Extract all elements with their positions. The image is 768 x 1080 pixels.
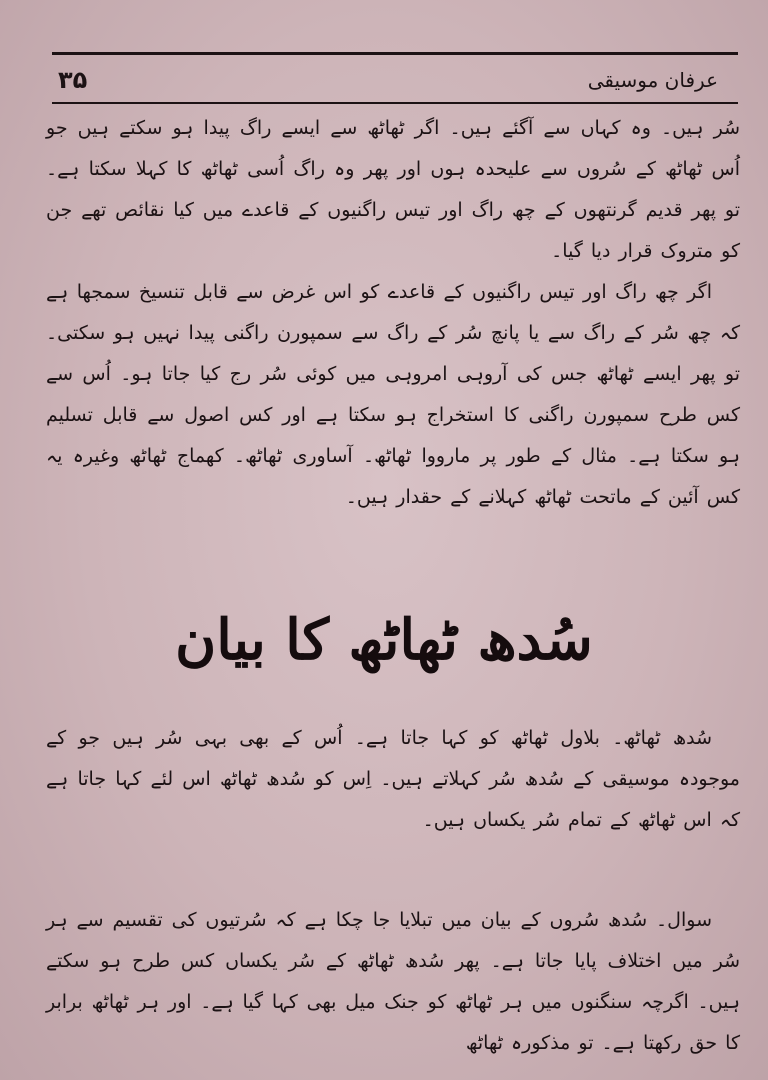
paragraph: سُر ہیں۔ وہ کہاں سے آگئے ہیں۔ اگر ٹھاٹھ سے ایسے راگ پیدا ہو سکتے ہیں جو اُس ٹھاٹھ کے سُروں سے علیحدہ ہوں اور پھر وہ راگ اُسی ٹھاٹھ کا کہلا سکتا ہے۔ تو پھر قدیم گرنتھوں کے چھ راگ اور تیس راگنیوں کے قاعدے میں کیا نقائص تھے جن کو متروک قرار دیا گیا۔ — [46, 117, 740, 262]
top-rule — [52, 52, 738, 55]
paragraph: اگر چھ راگ اور تیس راگنیوں کے قاعدے کو اس غرض سے قابل تنسیخ سمجھا ہے کہ چھ سُر کے راگ سے یا پانچ سُر کے راگ سے سمپورن راگنی پیدا نہیں ہو سکتی۔ تو پھر ایسے ٹھاٹھ جس کی آروہی امروہی میں کوئی سُر رج کیا جاتا ہو۔ اُس سے کس طرح سمپورن راگنی کا استخراج ہو سکتا ہے اور کس اصول سے قابل تسلیم ہو سکتا ہے۔ مثال کے طور پر مارووا ٹھاٹھ۔ آساوری ٹھاٹھ۔ کھماج ٹھاٹھ وغیرہ یہ کس آئین کے ماتحت ٹھاٹھ کہلانے کے حقدار ہیں۔ — [46, 281, 740, 508]
section-heading: سُدھ ٹھاٹھ کا بیان — [175, 607, 593, 673]
running-title: عرفان موسیقی — [587, 68, 718, 92]
paragraph: سوال۔ سُدھ سُروں کے بیان میں تبلایا جا چکا ہے کہ سُرتیوں کی تقسیم سے ہر سُر میں اختلاف پایا جاتا ہے۔ پھر سُدھ ٹھاٹھ کے سُر یکساں کس طرح ہو سکتے ہیں۔ اگرچہ سنگنوں میں ہر ٹھاٹھ کو جنک میل بھی کہا گیا ہے۔ اور ہر ٹھاٹھ برابر کا حق رکھتا ہے۔ تو مذکورہ ٹھاٹھ — [46, 909, 740, 1054]
page-header — [52, 62, 738, 104]
body-text-middle — [46, 718, 740, 841]
paragraph: سُدھ ٹھاٹھ۔ بلاول ٹھاٹھ کو کہا جاتا ہے۔ اُس کے بھی بہی سُر ہیں جو کے موجودہ موسیقی کے سُدھ سُر کہلاتے ہیں۔ اِس کو سُدھ ٹھاٹھ اس لئے کہا جاتا ہے کہ اس ٹھاٹھ کے تمام سُر یکساں ہیں۔ — [46, 727, 740, 831]
body-text-bottom — [46, 900, 740, 1064]
body-text-top — [46, 108, 740, 518]
page-number: ۳۵ — [58, 66, 88, 94]
section-heading-block — [0, 590, 768, 690]
